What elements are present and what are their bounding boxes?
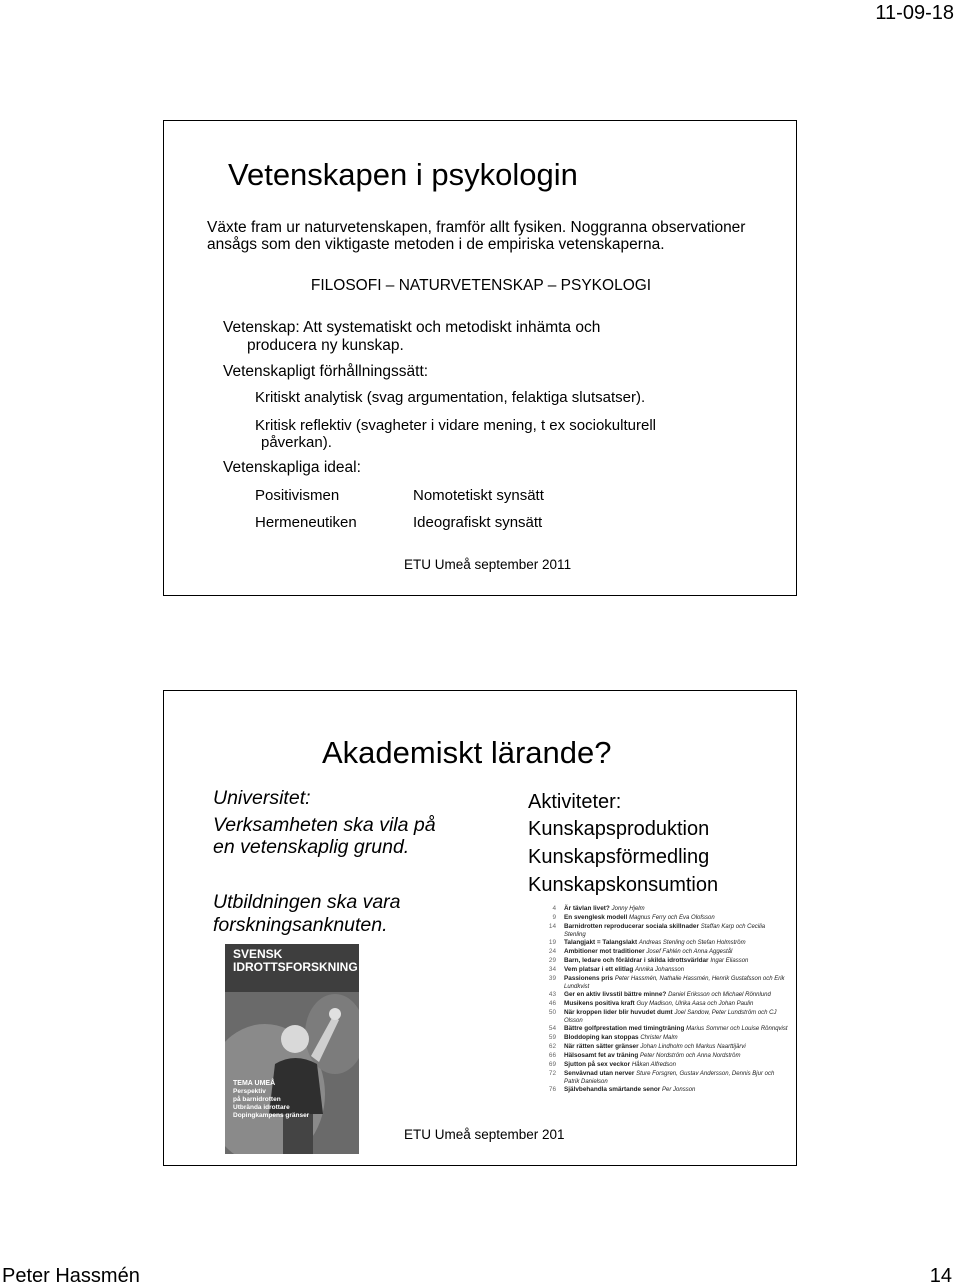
toc-article-title: Passionens pris bbox=[564, 975, 614, 982]
toc-article-authors: Håkan Alfredson bbox=[631, 1062, 676, 1068]
toc-entry bbox=[564, 1070, 788, 1086]
approach-item-2-line-1: Kritisk reflektiv (svagheter i vidare mening, t ex sociokulturell bbox=[255, 417, 656, 434]
toc-article-title: Vem platsar i ett elitlag bbox=[564, 966, 634, 973]
activities-label: Aktiviteter: bbox=[528, 791, 622, 813]
cover-theme-item: Dopingkampens gränser bbox=[233, 1112, 310, 1119]
toc-entry bbox=[564, 939, 746, 947]
toc-article-authors: Daniel Eriksson och Michael Rönnlund bbox=[668, 992, 771, 998]
slide-title: Vetenskapen i psykologin bbox=[228, 157, 578, 192]
toc-article-title: Är tävlan livet? bbox=[564, 905, 610, 912]
cover-title-line-2: IDROTTSFORSKNING bbox=[233, 960, 358, 974]
toc-article-title: Bättre golfprestation med timingträning bbox=[564, 1025, 685, 1032]
toc-row bbox=[538, 905, 788, 914]
toc-row bbox=[538, 1034, 788, 1043]
toc-entry bbox=[564, 957, 748, 965]
slide-footer: ETU Umeå september 2011 bbox=[404, 557, 572, 572]
cover-theme-item: Utbrända idrottare bbox=[233, 1104, 290, 1111]
toc-article-title: Sjutton på sex veckor bbox=[564, 1061, 631, 1068]
toc-page-number: 14 bbox=[548, 923, 556, 930]
toc-article-authors: Marius Sommer och Louise Rönnqvist bbox=[686, 1026, 788, 1032]
ideals-label: Vetenskapliga ideal: bbox=[223, 459, 361, 476]
page-number: 14 bbox=[929, 1265, 952, 1287]
toc-row bbox=[538, 1025, 788, 1034]
toc-article-authors: Sture Forsgren, Gustav Andersson, Dennis Bjur och Patrik Danielson bbox=[564, 1071, 775, 1085]
toc-article-title: Musikens positiva kraft bbox=[564, 1000, 635, 1007]
toc-article-authors: Annika Johansson bbox=[635, 967, 685, 973]
toc-article-title: Ambitioner mot traditioner bbox=[564, 948, 645, 955]
toc-page-number: 24 bbox=[548, 948, 556, 955]
slide-vetenskapen bbox=[163, 120, 797, 596]
page-date: 11-09-18 bbox=[875, 2, 954, 24]
toc-page-number: 29 bbox=[548, 957, 556, 964]
toc-page-number: 19 bbox=[548, 939, 556, 946]
cover-theme-item: Perspektiv bbox=[233, 1088, 266, 1095]
magazine-cover-image bbox=[225, 944, 359, 1154]
toc-article-authors: Joel Sandow, Peter Lundström och CJ Olsson bbox=[564, 1010, 777, 1024]
slide-title: Akademiskt lärande? bbox=[322, 735, 612, 770]
toc-article-title: Bloddoping kan stoppas bbox=[564, 1034, 639, 1041]
ideal-nomothetic: Nomotetiskt synsätt bbox=[413, 487, 544, 504]
toc-entry bbox=[564, 923, 788, 939]
cover-photo-illustration bbox=[225, 944, 359, 1154]
toc-page-number: 4 bbox=[552, 905, 556, 912]
toc-row bbox=[538, 1000, 788, 1009]
toc-row bbox=[538, 1070, 788, 1086]
toc-article-authors: Staffan Karp och Cecilia Stenling bbox=[564, 924, 766, 938]
university-line-1: Verksamheten ska vila på bbox=[213, 814, 436, 836]
toc-page-number: 62 bbox=[548, 1043, 556, 1050]
toc-row bbox=[538, 1086, 788, 1095]
toc-article-title: När kroppen lider blir huvudet dumt bbox=[564, 1009, 673, 1016]
toc-row bbox=[538, 939, 788, 948]
toc-page-number: 43 bbox=[548, 991, 556, 998]
ideal-idiographic: Ideografiskt synsätt bbox=[413, 514, 543, 531]
university-line-4: forskningsanknuten. bbox=[213, 914, 388, 936]
toc-article-authors: Jonny Hjelm bbox=[611, 906, 645, 912]
toc-entry bbox=[564, 1034, 678, 1042]
toc-article-title: Hälsosamt fet av träning bbox=[564, 1052, 639, 1059]
toc-article-title: Barnidrotten reproducerar sociala skillnader bbox=[564, 923, 699, 930]
toc-article-title: En svenglesk modell bbox=[564, 914, 628, 921]
toc-page-number: 69 bbox=[548, 1061, 556, 1068]
toc-page-number: 59 bbox=[548, 1034, 556, 1041]
toc-row bbox=[538, 923, 788, 939]
toc-page-number: 66 bbox=[548, 1052, 556, 1059]
toc-entry bbox=[564, 1009, 788, 1025]
toc-entry bbox=[564, 1061, 676, 1069]
toc-article-authors: Christer Malm bbox=[640, 1035, 678, 1041]
toc-article-title: Talangjakt = Talangslakt bbox=[564, 939, 638, 946]
toc-entry bbox=[564, 948, 732, 956]
toc-article-authors: Peter Hassmén, Nathalie Hassmén, Henrik Gustafsson och Erik Lundkvist bbox=[564, 976, 785, 990]
toc-row bbox=[538, 957, 788, 966]
magazine-table-of-contents bbox=[538, 905, 788, 1095]
toc-article-authors: Johan Lindholm och Markus Naarttijärvi bbox=[640, 1044, 746, 1050]
university-line-2: en vetenskaplig grund. bbox=[213, 836, 410, 858]
toc-article-authors: Peter Nordström och Anna Nordström bbox=[640, 1053, 741, 1059]
toc-page-number: 72 bbox=[548, 1070, 556, 1077]
toc-page-number: 54 bbox=[548, 1025, 556, 1032]
toc-article-title: Ger en aktiv livsstil bättre minne? bbox=[564, 991, 667, 998]
toc-row bbox=[538, 1061, 788, 1070]
toc-article-authors: Guy Madison, Ulrika Aasa och Johan Paulin bbox=[636, 1001, 754, 1007]
toc-article-title: Självbehandla smärtande senor bbox=[564, 1086, 661, 1093]
slide-akademiskt-larande bbox=[163, 690, 797, 1166]
toc-article-authors: Josef Fahlén och Anna Aggestål bbox=[646, 949, 733, 955]
cover-title-line-1: SVENSK bbox=[233, 947, 283, 961]
toc-entry bbox=[564, 1086, 695, 1094]
ideal-positivism: Positivismen bbox=[255, 487, 340, 504]
definition-line-1: Vetenskap: Att systematiskt och metodiskt inhämta och bbox=[223, 319, 601, 336]
toc-entry bbox=[564, 905, 645, 913]
discipline-chain: FILOSOFI – NATURVETENSKAP – PSYKOLOGI bbox=[310, 277, 652, 294]
toc-article-authors: Ingar Eliasson bbox=[710, 958, 749, 964]
footer-author: Peter Hassmén bbox=[2, 1265, 140, 1287]
cover-theme: TEMA UMEÅ bbox=[233, 1080, 276, 1087]
approach-label: Vetenskapligt förhållningssätt: bbox=[223, 363, 429, 380]
toc-entry bbox=[564, 975, 788, 991]
toc-page-number: 39 bbox=[548, 975, 556, 982]
toc-row bbox=[538, 975, 788, 991]
activity-mediation: Kunskapsförmedling bbox=[528, 846, 710, 868]
toc-entry bbox=[564, 1052, 741, 1060]
cover-theme-item: på barnidrotten bbox=[233, 1096, 281, 1103]
definition-line-2: producera ny kunskap. bbox=[247, 337, 404, 354]
toc-entry bbox=[564, 1043, 746, 1051]
toc-row bbox=[538, 1052, 788, 1061]
toc-page-number: 34 bbox=[548, 966, 556, 973]
toc-page-number: 50 bbox=[548, 1009, 556, 1016]
toc-page-number: 46 bbox=[548, 1000, 556, 1007]
slide-footer: ETU Umeå september 201 bbox=[404, 1127, 565, 1142]
toc-entry bbox=[564, 914, 715, 922]
ideal-hermeneutics: Hermeneutiken bbox=[255, 514, 357, 531]
toc-page-number: 9 bbox=[552, 914, 556, 921]
toc-page-number: 76 bbox=[548, 1086, 556, 1093]
toc-entry bbox=[564, 966, 684, 974]
university-line-3: Utbildningen ska vara bbox=[213, 891, 401, 913]
toc-article-title: Senvävnad utan nerver bbox=[564, 1070, 635, 1077]
toc-entry bbox=[564, 991, 771, 999]
approach-item-2-line-2: påverkan). bbox=[261, 434, 332, 451]
intro-text: Växte fram ur naturvetenskapen, framför allt fysiken. Noggranna observationer ansågs som den viktigaste metoden i de empiriska vetenskaperna. bbox=[207, 219, 746, 253]
approach-item-1: Kritiskt analytisk (svag argumentation, felaktiga slutsatser). bbox=[255, 389, 646, 406]
toc-entry bbox=[564, 1025, 788, 1033]
toc-row bbox=[538, 1043, 788, 1052]
toc-row bbox=[538, 966, 788, 975]
toc-article-title: När rätten sätter gränser bbox=[564, 1043, 639, 1050]
toc-article-authors: Per Jonsson bbox=[662, 1087, 696, 1093]
toc-row bbox=[538, 948, 788, 957]
toc-article-authors: Magnus Ferry och Eva Olofsson bbox=[629, 915, 715, 921]
activity-production: Kunskapsproduktion bbox=[528, 818, 710, 840]
toc-row bbox=[538, 914, 788, 923]
university-label: Universitet: bbox=[213, 787, 311, 809]
toc-row bbox=[538, 1009, 788, 1025]
toc-entry bbox=[564, 1000, 753, 1008]
activity-consumption: Kunskapskonsumtion bbox=[528, 874, 719, 896]
toc-article-authors: Andreas Stenling och Stefan Holmström bbox=[638, 940, 746, 946]
toc-row bbox=[538, 991, 788, 1000]
toc-article-title: Barn, ledare och föräldrar i skilda idrottsvärldar bbox=[564, 957, 709, 964]
